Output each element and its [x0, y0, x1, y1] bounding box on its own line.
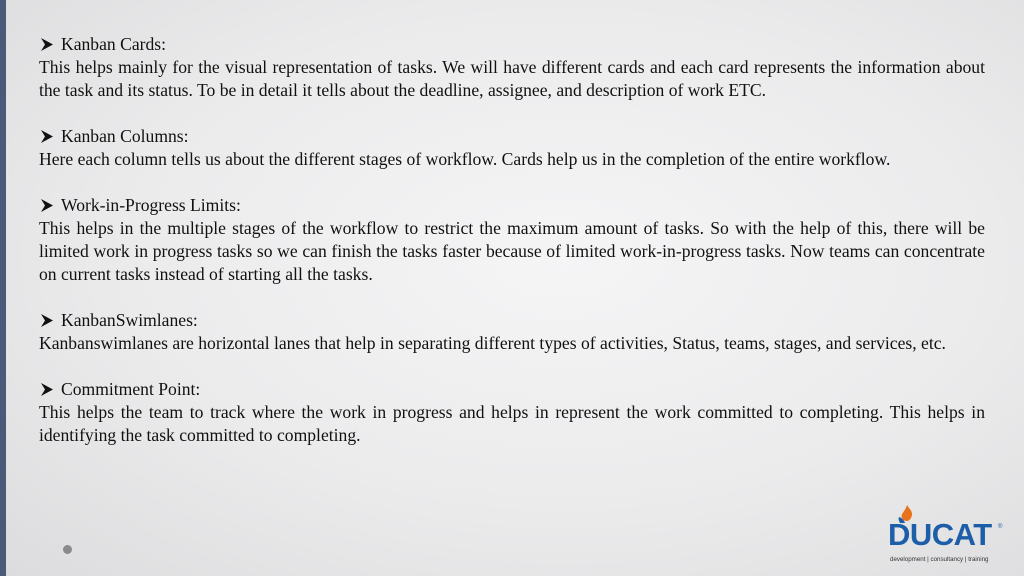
section-description: This helps mainly for the visual representation of tasks. We will have different cards and each card represents the information about the task and its status. To be in detail it tells about the deadline, assignee, and description of work ETC. — [39, 57, 985, 100]
section-description: Here each column tells us about the different stages of workflow. Cards help us in the completion of the entire workflow. — [39, 149, 891, 169]
section-kanban-columns — [39, 125, 985, 171]
decorative-dot — [63, 545, 72, 554]
section-heading-row — [39, 33, 985, 56]
section-description: Kanbanswimlanes are horizontal lanes that help in separating different types of activities, Status, teams, stages, and services, etc. — [39, 333, 946, 353]
section-kanban-cards — [39, 33, 985, 102]
logo-tagline: development | consultancy | training — [890, 556, 989, 563]
arrow-bullet-icon — [41, 130, 53, 143]
section-heading-row — [39, 194, 985, 217]
section-commitment-point — [39, 378, 985, 447]
section-heading: Work-in-Progress Limits: — [61, 195, 241, 215]
section-description: This helps in the multiple stages of the workflow to restrict the maximum amount of tasks. So with the help of this, there will be limited work in progress tasks so we can finish the tasks faster because of limited work-in-progress tasks. Now teams can concentrate on current tasks instead of starting all the tasks. — [39, 218, 985, 284]
section-wip-limits — [39, 194, 985, 286]
arrow-bullet-icon — [41, 38, 53, 51]
section-heading: KanbanSwimlanes: — [61, 310, 198, 330]
slide-content — [39, 33, 985, 470]
section-heading: Commitment Point: — [61, 379, 201, 399]
logo-wordmark: DUCAT — [888, 517, 992, 552]
left-accent-bar — [0, 0, 6, 576]
section-heading-row — [39, 125, 985, 148]
arrow-bullet-icon — [41, 199, 53, 212]
registered-mark: ® — [998, 524, 1003, 530]
section-heading-row — [39, 309, 985, 332]
section-description: This helps the team to track where the work in progress and helps in represent the work committed to completing. This helps in identifying the task committed to completing. — [39, 402, 985, 445]
arrow-bullet-icon — [41, 383, 53, 396]
section-heading: Kanban Cards: — [61, 34, 167, 54]
section-heading-row — [39, 378, 985, 401]
section-heading: Kanban Columns: — [61, 126, 189, 146]
arrow-bullet-icon — [41, 314, 53, 327]
section-swimlanes — [39, 309, 985, 355]
ducat-logo — [888, 505, 1008, 567]
